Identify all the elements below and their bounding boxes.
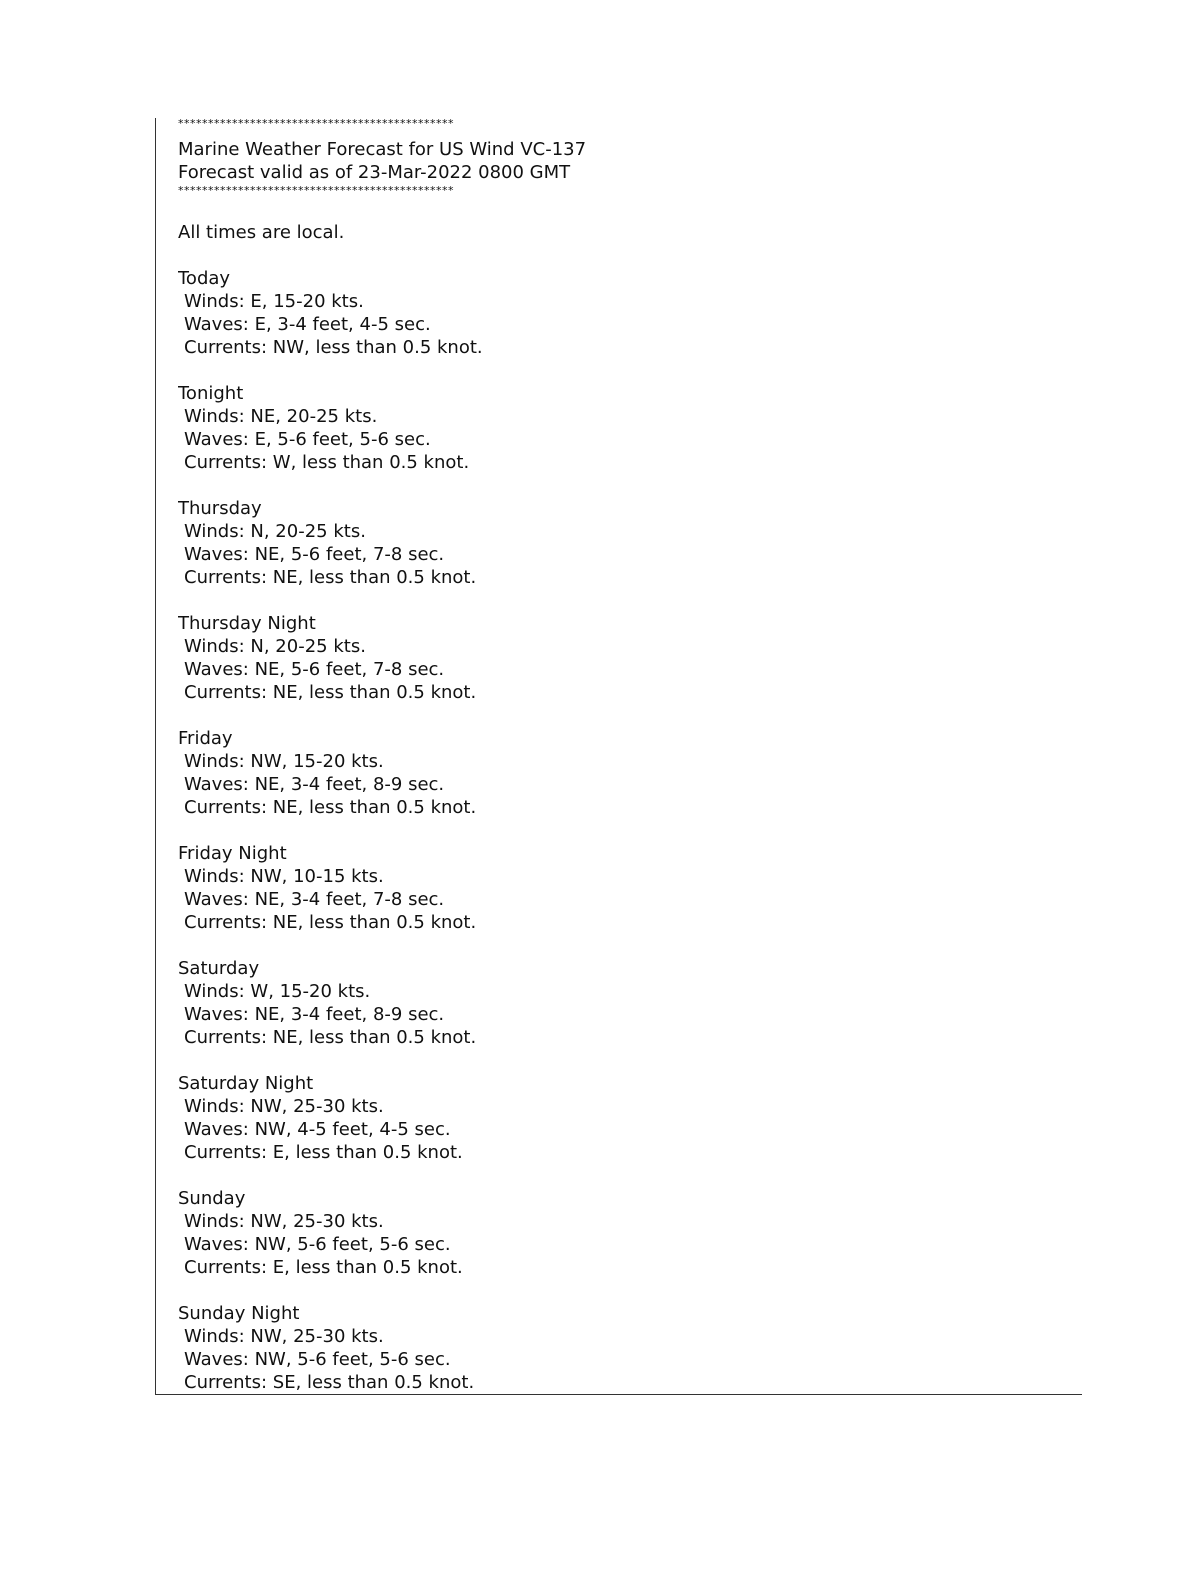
period-waves: Waves: NW, 4-5 feet, 4-5 sec.: [184, 1119, 451, 1140]
period-name: Thursday Night: [178, 613, 316, 634]
period-waves: Waves: NW, 5-6 feet, 5-6 sec.: [184, 1349, 451, 1370]
forecast-period: [178, 1302, 1058, 1393]
period-waves: Waves: NE, 3-4 feet, 8-9 sec.: [184, 774, 445, 795]
period-winds: Winds: N, 20-25 kts.: [184, 521, 366, 542]
period-waves: Waves: NE, 5-6 feet, 7-8 sec.: [184, 544, 445, 565]
period-waves: Waves: NE, 3-4 feet, 8-9 sec.: [184, 1004, 445, 1025]
frame-bottom-border: [155, 1394, 1082, 1395]
frame-left-border: [155, 118, 156, 1395]
period-currents: Currents: E, less than 0.5 knot.: [184, 1142, 463, 1163]
forecast-title: Marine Weather Forecast for US Wind VC-137: [178, 139, 587, 160]
period-waves: Waves: NE, 5-6 feet, 7-8 sec.: [184, 659, 445, 680]
period-winds: Winds: NW, 15-20 kts.: [184, 751, 384, 772]
forecast-period: [178, 267, 1058, 382]
period-name: Saturday: [178, 958, 260, 979]
period-winds: Winds: N, 20-25 kts.: [184, 636, 366, 657]
period-winds: Winds: NW, 25-30 kts.: [184, 1096, 384, 1117]
period-currents: Currents: NE, less than 0.5 knot.: [184, 912, 477, 933]
times-note: All times are local.: [178, 222, 345, 243]
period-currents: Currents: SE, less than 0.5 knot.: [184, 1372, 475, 1393]
period-currents: Currents: NE, less than 0.5 knot.: [184, 682, 477, 703]
forecast-period: [178, 612, 1058, 727]
period-waves: Waves: NW, 5-6 feet, 5-6 sec.: [184, 1234, 451, 1255]
forecast-period: [178, 842, 1058, 957]
forecast-period: [178, 1072, 1058, 1187]
period-winds: Winds: NW, 25-30 kts.: [184, 1211, 384, 1232]
period-name: Friday Night: [178, 843, 287, 864]
forecast-valid-time: Forecast valid as of 23-Mar-2022 0800 GMT: [178, 162, 571, 183]
period-currents: Currents: NE, less than 0.5 knot.: [184, 1027, 477, 1048]
forecast-period: [178, 957, 1058, 1072]
forecast-period: [178, 382, 1058, 497]
period-winds: Winds: NW, 10-15 kts.: [184, 866, 384, 887]
period-name: Sunday: [178, 1188, 246, 1209]
forecast-document: [178, 117, 1058, 1393]
period-winds: Winds: W, 15-20 kts.: [184, 981, 371, 1002]
forecast-period: [178, 497, 1058, 612]
period-name: Friday: [178, 728, 233, 749]
period-winds: Winds: E, 15-20 kts.: [184, 291, 364, 312]
period-name: Thursday: [178, 498, 262, 519]
period-name: Tonight: [178, 383, 244, 404]
forecast-periods: [178, 267, 1058, 1393]
period-currents: Currents: NE, less than 0.5 knot.: [184, 567, 477, 588]
period-currents: Currents: E, less than 0.5 knot.: [184, 1257, 463, 1278]
period-waves: Waves: E, 3-4 feet, 4-5 sec.: [184, 314, 431, 335]
period-winds: Winds: NW, 25-30 kts.: [184, 1326, 384, 1347]
period-currents: Currents: NE, less than 0.5 knot.: [184, 797, 477, 818]
period-waves: Waves: NE, 3-4 feet, 7-8 sec.: [184, 889, 445, 910]
period-waves: Waves: E, 5-6 feet, 5-6 sec.: [184, 429, 431, 450]
period-currents: Currents: NW, less than 0.5 knot.: [184, 337, 483, 358]
forecast-period: [178, 1187, 1058, 1302]
header-separator-bottom: **********************************************: [178, 184, 454, 197]
period-winds: Winds: NE, 20-25 kts.: [184, 406, 378, 427]
period-name: Sunday Night: [178, 1303, 300, 1324]
forecast-period: [178, 727, 1058, 842]
period-name: Today: [178, 268, 231, 289]
period-name: Saturday Night: [178, 1073, 314, 1094]
header-separator-top: **********************************************: [178, 117, 454, 130]
period-currents: Currents: W, less than 0.5 knot.: [184, 452, 470, 473]
